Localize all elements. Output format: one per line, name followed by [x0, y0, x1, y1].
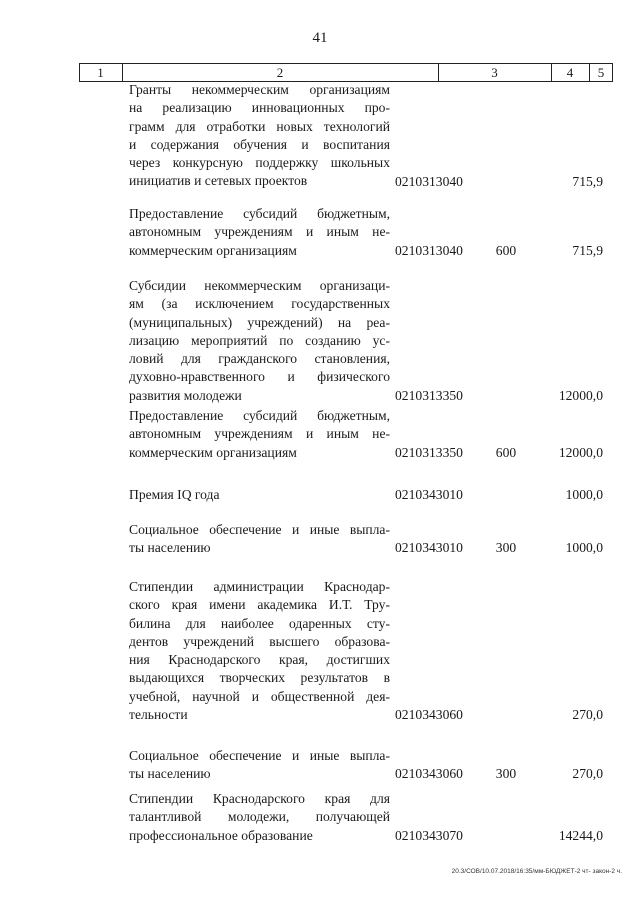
row-name-line: талантливой молодежи, получающей — [129, 809, 390, 825]
row-name-line: профессиональное образование — [129, 827, 313, 843]
row-code: 0210343060 — [395, 707, 463, 723]
row-expense-type: 600 — [495, 444, 517, 460]
row-sum: 1000,0 — [565, 540, 603, 556]
row-name-line: ния Краснодарского края, достигших — [129, 652, 390, 668]
row-name-line: выдающихся творческих результатов в — [129, 670, 390, 686]
header-col-5: 5 — [597, 65, 605, 80]
row-code: 0210343060 — [395, 766, 463, 782]
row-name-line: на реализацию инновационных про- — [129, 100, 390, 116]
row-name-line: ловий для гражданского становления, — [129, 351, 390, 367]
row-code: 0210313040 — [395, 173, 463, 189]
row-name — [129, 521, 390, 558]
header-col-1: 1 — [97, 65, 104, 80]
row-name-line: Социальное обеспечение и иные выпла- — [129, 748, 390, 763]
row-sum: 270,0 — [572, 766, 603, 782]
row-name-line: грамм для отработки новых технологий — [129, 118, 390, 134]
row-name-line: Гранты некоммерческим организациям — [129, 82, 390, 97]
row-name-line: инициатив и сетевых проектов — [129, 173, 308, 189]
row-name-line: духовно-нравственного и физического — [129, 369, 390, 385]
row-name-line: коммерческим организациям — [129, 242, 297, 258]
row-sum: 1000,0 — [565, 487, 603, 502]
row-name-line: и содержания обучения и воспитания — [129, 136, 390, 152]
row-name-line: Премия IQ года — [129, 487, 220, 502]
row-name-line: учебной, научной и общественной дея- — [129, 688, 390, 704]
row-name-line: дентов учреждений высшего образова- — [129, 633, 390, 649]
row-name — [129, 486, 390, 504]
row-name-line: Предоставление субсидий бюджетным, — [129, 206, 390, 221]
row-name-line: Стипендии Краснодарского края для — [129, 791, 390, 806]
row-name-line: автономным учреждениям и иным не- — [129, 224, 390, 240]
row-name-line: Предоставление субсидий бюджетным, — [129, 408, 390, 423]
row-name-line: лизацию мероприятий по созданию ус- — [129, 332, 390, 348]
row-name-line: автономным учреждениям и иным не- — [129, 426, 390, 442]
row-name-line: ты населению — [129, 766, 211, 782]
row-expense-type: 600 — [495, 242, 517, 258]
row-name — [129, 277, 390, 405]
row-sum: 270,0 — [572, 707, 603, 723]
row-sum: 715,9 — [572, 242, 603, 258]
header-col-3: 3 — [491, 65, 498, 80]
row-sum: 12000,0 — [558, 387, 603, 403]
row-name — [129, 790, 390, 845]
row-name-line: ям (за исключением государственных — [129, 296, 390, 312]
row-name-line: ты населению — [129, 540, 211, 556]
footer-note: 20.3/СОВ/10.07.2018/16:35/мм-БЮДЖЕТ-2 чт- закон-2 ч. — [451, 868, 622, 875]
row-name-line: развития молодежи — [129, 387, 242, 403]
row-code: 0210313040 — [395, 242, 463, 258]
table-header — [79, 63, 613, 82]
row-name — [129, 407, 390, 462]
row-sum: 12000,0 — [558, 444, 603, 460]
row-name — [129, 747, 390, 784]
page-number: 41 — [312, 30, 328, 46]
row-name-line: Стипендии администрации Краснодар- — [129, 579, 390, 594]
row-name — [129, 578, 390, 724]
row-code: 0210343010 — [395, 487, 463, 502]
row-expense-type: 300 — [495, 540, 517, 556]
row-code: 0210313350 — [395, 444, 463, 460]
header-col-4: 4 — [566, 65, 574, 80]
row-sum: 14244,0 — [558, 827, 603, 843]
row-code: 0210313350 — [395, 387, 463, 403]
row-expense-type: 300 — [495, 766, 517, 782]
row-name-line: коммерческим организациям — [129, 444, 297, 460]
row-name-line: ского края имени академика И.Т. Тру- — [129, 597, 390, 613]
row-name-line: тельности — [129, 707, 188, 723]
row-name — [129, 205, 390, 260]
row-sum: 715,9 — [572, 173, 603, 189]
row-name — [129, 81, 390, 191]
row-name-line: Субсидии некоммерческим организаци- — [129, 278, 390, 293]
row-name-line: Социальное обеспечение и иные выпла- — [129, 522, 390, 537]
row-name-line: через конкурсную поддержку школьных — [129, 155, 390, 171]
row-code: 0210343070 — [395, 827, 463, 843]
header-col-2: 2 — [276, 65, 284, 80]
row-name-line: (муниципальных) учреждений) на реа- — [129, 314, 390, 330]
row-name-line: билина для наиболее одаренных сту- — [129, 615, 390, 631]
row-code: 0210343010 — [395, 540, 463, 556]
